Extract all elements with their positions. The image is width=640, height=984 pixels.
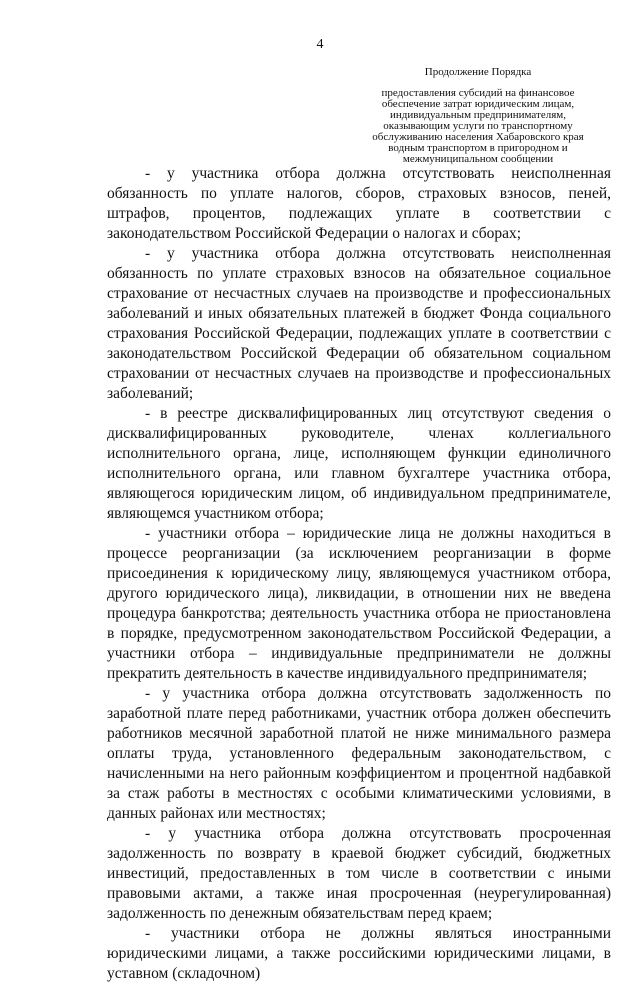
- page-number: 4: [316, 37, 324, 52]
- paragraph-overdue-debt: - у участника отбора должна отсутствовать просроченная задолженность по возврату в краевой бюджет субсидий, бюджетных инвестиций, предоставленных в том числе в соответствии с иными правовыми актами, а также иная просроченная (неурегулированная) задолженность по денежным обязательствам перед краем;: [107, 825, 611, 922]
- header-line: предоставления субсидий на финансовое: [381, 87, 575, 99]
- paragraph-salary-debt: - у участника отбора должна отсутствовать задолженность по заработной плате перед работниками, участник отбора должен обеспечить работников месячной заработной платой не ниже минимального размера оплаты труда, установленного федеральным законодательством, с начисленными на него районным коэффициентом и процентной надбавкой за стаж работы в местностях с особыми климатическими условиями, в данных районах или местностях;: [107, 685, 611, 822]
- paragraph-foreign-entities: - участники отбора не должны являться иностранными юридическими лицами, а также российскими юридическими лицами, в уставном (складочном): [107, 925, 611, 982]
- paragraph-insurance-obligations: - у участника отбора должна отсутствовать неисполненная обязанность по уплате страховых взносов на обязательное социальное страхование от несчастных случаев на производстве и профессиональных заболеваний и иных обязательных платежей в бюджет Фонда социального страхования Российской Федерации, подлежащих уплате в соответствии с законодательством Российской Федерации об обязательном социальном страховании от несчастных случаев на производстве и профессиональных заболеваний;: [107, 245, 611, 402]
- header-line: обеспечение затрат юридическим лицам,: [381, 98, 575, 110]
- header-line: водным транспортом в пригородном и: [388, 142, 568, 154]
- header-line: оказывающим услуги по транспортному: [383, 120, 573, 132]
- paragraph-disqualified-registry: - в реестре дисквалифицированных лиц отсутствуют сведения о дисквалифицированных руководителе, членах коллегиального исполнительного органа, лице, исполняющем функции единоличного исполнительного органа, или главном бухгалтере участника отбора, являющегося юридическим лицом, об индивидуальном предпринимателе, являющемся участником отбора;: [107, 405, 611, 522]
- body-text: [107, 164, 611, 984]
- paragraph-tax-obligations: - у участника отбора должна отсутствовать неисполненная обязанность по уплате налогов, сборов, страховых взносов, пеней, штрафов, процентов, подлежащих уплате в соответствии с законодательством Российской Федерации о налогах и сборах;: [107, 165, 611, 242]
- paragraph-reorganization: - участники отбора – юридические лица не должны находиться в процессе реорганизации (за исключением реорганизации в форме присоединения к юридическому лицу, являющемуся участником отбора, другого юридического лица), ликвидации, в отношении них не введена процедура банкротства; деятельность участника отбора не приостановлена в порядке, предусмотренном законодательством Российской Федерации, а участники отбора – индивидуальные предприниматели не должны прекратить деятельность в качестве индивидуального предпринимателя;: [107, 525, 611, 682]
- header-line: индивидуальным предпринимателям,: [390, 109, 566, 121]
- header-block: [355, 67, 601, 165]
- header-line: обслуживанию населения Хабаровского края: [372, 131, 584, 143]
- header-title: Продолжение Порядка: [424, 66, 532, 78]
- header-line: межмуниципальном сообщении: [402, 153, 554, 165]
